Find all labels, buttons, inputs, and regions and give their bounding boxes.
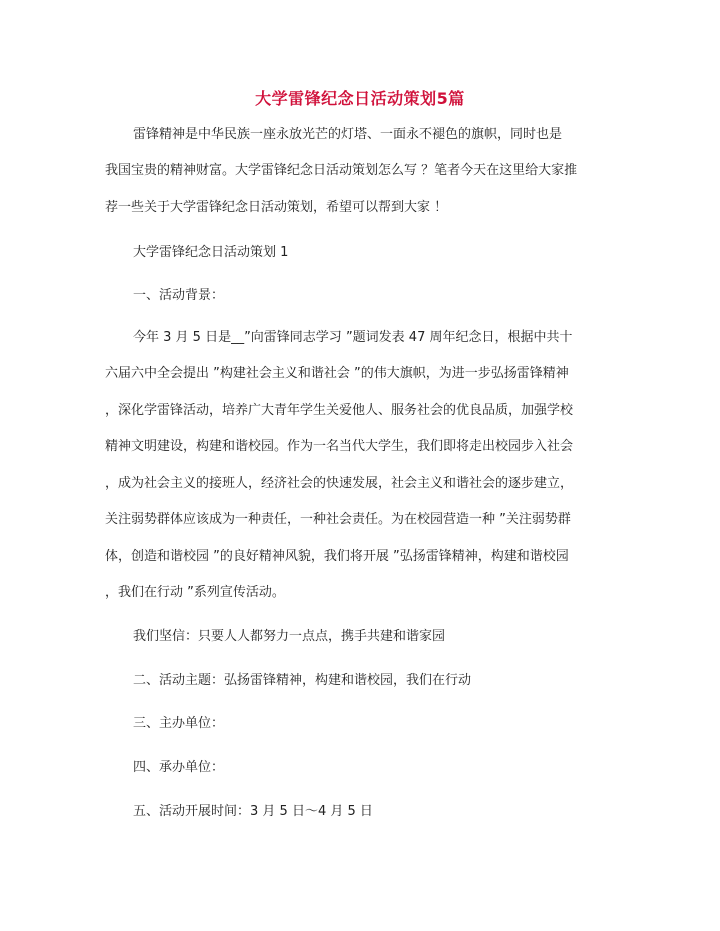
heading-theme: 二、活动主题：弘扬雷锋精神，构建和谐校园，我们在行动	[133, 673, 472, 688]
heading-background: 一、活动背景：	[133, 288, 225, 303]
heading-organizer: 四、承办单位：	[133, 760, 225, 775]
background-line: 今年 3 月 5 日是__”向雷锋同志学习 ”题词发表 47 周年纪念日，根据中共十	[133, 330, 573, 345]
background-line: 六届六中全会提出 ”构建社会主义和谐社会 ”的伟大旗帜，为进一步弘扬雷锋精神	[105, 366, 569, 381]
belief-line: 我们坚信：只要人人都努力一点点，携手共建和谐家园	[133, 629, 446, 644]
intro-line: 我国宝贵的精神财富。大学雷锋纪念日活动策划怎么写 ？笔者今天在这里给大家推	[105, 163, 578, 178]
section-title: 大学雷锋纪念日活动策划 1	[133, 245, 289, 260]
heading-host: 三、主办单位：	[133, 716, 225, 731]
background-line: ，成为社会主义的接班人，经济社会的快速发展，社会主义和谐社会的逐步建立，	[105, 476, 574, 491]
intro-line: 荐一些关于大学雷锋纪念日活动策划，希望可以帮到大家 ！	[105, 200, 448, 215]
document-title: 大学雷锋纪念日活动策划5篇	[255, 89, 465, 108]
background-line: ，我们在行动 ”系列宣传活动。	[105, 585, 285, 600]
background-line: 体，创造和谐校园 ”的良好精神风貌，我们将开展 ”弘扬雷锋精神，构建和谐校园	[105, 549, 569, 564]
heading-time: 五、活动开展时间：3 月 5 日～4 月 5 日	[133, 804, 373, 819]
intro-line: 雷锋精神是中华民族一座永放光芒的灯塔、一面永不褪色的旗帜，同时也是	[133, 127, 563, 142]
background-line: ，深化学雷锋活动，培养广大青年学生关爱他人、服务社会的优良品质，加强学校	[105, 403, 574, 418]
background-line: 精神文明建设，构建和谐校园。作为一名当代大学生，我们即将走出校园步入社会	[105, 439, 574, 454]
background-line: 关注弱势群体应该成为一种责任，一种社会责任。为在校园营造一种 ”关注弱势群	[105, 512, 571, 527]
